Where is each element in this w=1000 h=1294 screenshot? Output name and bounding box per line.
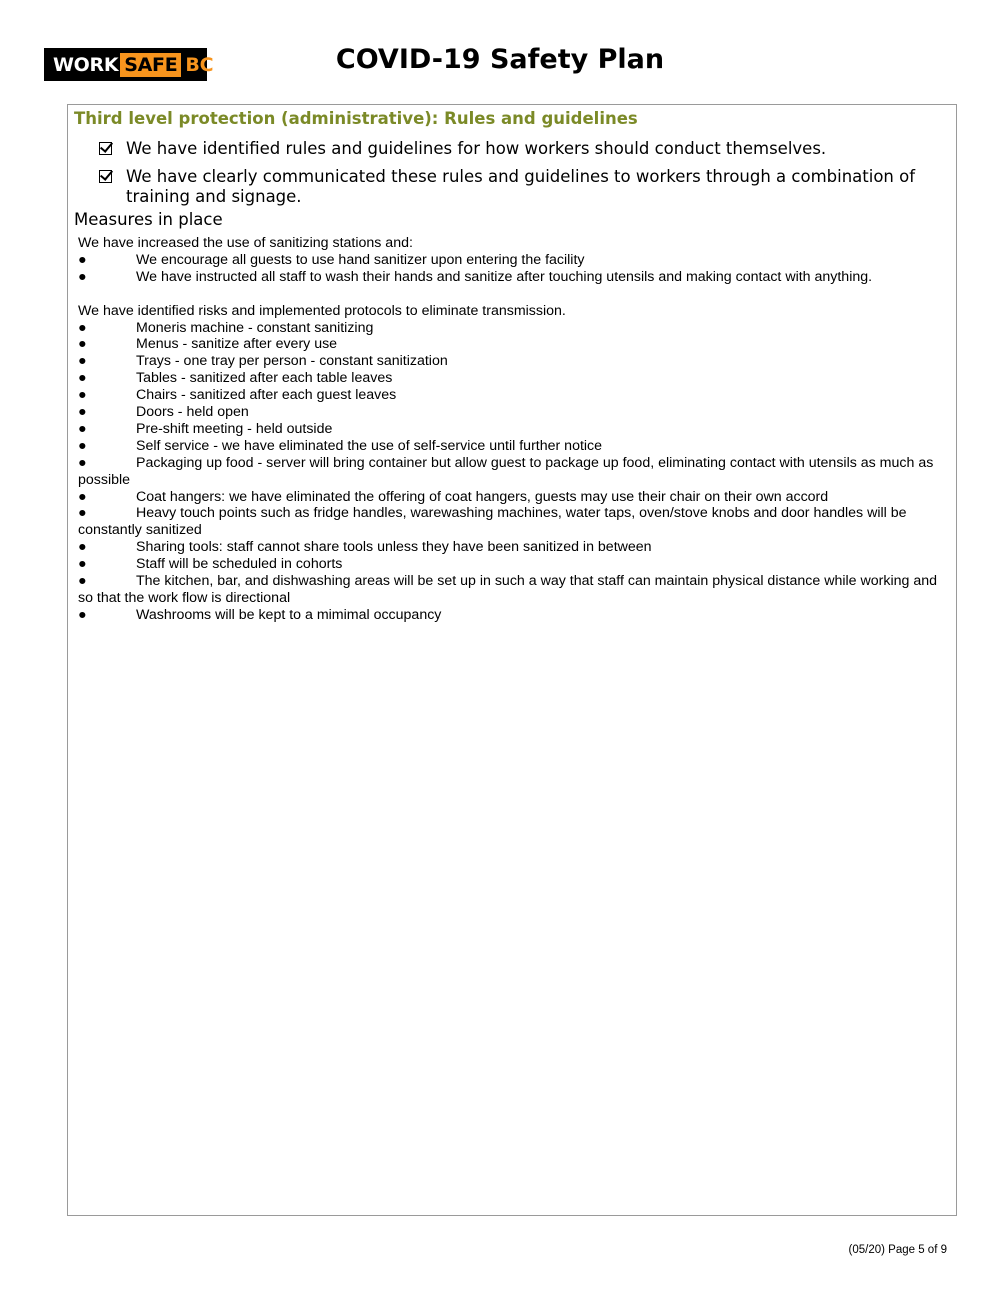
- page-title: COVID-19 Safety Plan: [335, 44, 665, 75]
- spacer: [78, 286, 948, 303]
- list-item: [78, 539, 948, 556]
- bullet-icon: ●: [78, 420, 87, 437]
- bullet-icon: ●: [78, 353, 87, 370]
- logo-work: WORK: [53, 53, 119, 76]
- bullet-icon: ●: [78, 505, 87, 522]
- list-item: [78, 269, 948, 286]
- list-item-text: Chairs - sanitized after each guest leaves: [136, 387, 397, 404]
- bullet-icon: ●: [78, 404, 87, 421]
- list-item-text: Staff will be scheduled in cohorts: [136, 556, 343, 573]
- measures-content: [78, 235, 948, 624]
- list-item-text: Menus - sanitize after every use: [136, 336, 338, 353]
- list-item: [78, 438, 948, 455]
- bullet-icon: ●: [78, 488, 87, 505]
- list-item-text: We encourage all guests to use hand sanitizer upon entering the facility: [136, 251, 585, 268]
- list-item-text: Self service - we have eliminated the use of self-service until further notice: [136, 437, 603, 454]
- list-item: [78, 455, 948, 489]
- bullet-icon: ●: [78, 454, 87, 471]
- list-item-text: Heavy touch points such as fridge handles, warewashing machines, water taps, oven/stove knobs and door handles will be constantly sanitized: [78, 505, 907, 539]
- bullet-icon: ●: [78, 437, 87, 454]
- logo-safe: SAFE: [120, 53, 181, 77]
- bullet-icon: ●: [78, 539, 87, 556]
- list-item: [78, 421, 948, 438]
- list-item: [78, 387, 948, 404]
- list-item: [78, 320, 948, 337]
- checkbox-checked-icon: [99, 170, 112, 183]
- bullet-icon: ●: [78, 573, 87, 590]
- list-item-text: Doors - held open: [136, 404, 249, 421]
- bullet-list: [78, 252, 948, 286]
- list-item: [78, 607, 948, 624]
- bullet-icon: ●: [78, 370, 87, 387]
- logo-bc: BC: [185, 53, 214, 76]
- checklist-item: [99, 139, 929, 159]
- bullet-icon: ●: [78, 387, 87, 404]
- section-heading: Third level protection (administrative): Rules and guidelines: [74, 109, 638, 128]
- list-item: [78, 353, 948, 370]
- bullet-icon: ●: [78, 268, 87, 285]
- list-item-text: Coat hangers: we have eliminated the offering of coat hangers, guests may use their chair on their own accord: [136, 488, 829, 505]
- list-item-text: The kitchen, bar, and dishwashing areas will be set up in such a way that staff can maintain physical distance while working and so that the work flow is directional: [78, 573, 937, 607]
- bullet-icon: ●: [78, 251, 87, 268]
- checklist-item-text: We have identified rules and guidelines for how workers should conduct themselves.: [126, 139, 827, 158]
- list-item-text: Sharing tools: staff cannot share tools unless they have been sanitized in between: [136, 539, 652, 556]
- list-item-text: Pre-shift meeting - held outside: [136, 420, 333, 437]
- list-item: [78, 489, 948, 506]
- bullet-icon: ●: [78, 319, 87, 336]
- bullet-icon: ●: [78, 606, 87, 623]
- list-item-text: Moneris machine - constant sanitizing: [136, 319, 374, 336]
- bullet-icon: ●: [78, 336, 87, 353]
- list-item-text: We have instructed all staff to wash their hands and sanitize after touching utensils and making contact with anything.: [136, 268, 873, 285]
- bullet-list: [78, 320, 948, 624]
- list-item: [78, 252, 948, 269]
- checklist-item: [99, 167, 929, 207]
- page-footer: (05/20) Page 5 of 9: [848, 1244, 947, 1256]
- bullet-icon: ●: [78, 556, 87, 573]
- measures-label: Measures in place: [74, 210, 223, 229]
- list-item: [78, 573, 948, 607]
- list-item-text: Tables - sanitized after each table leaves: [136, 370, 393, 387]
- checklist-item-text: We have clearly communicated these rules and guidelines to workers through a combination of training and signage.: [126, 167, 916, 206]
- list-item-text: Washrooms will be kept to a mimimal occupancy: [136, 606, 442, 623]
- checkbox-checked-icon: [99, 142, 112, 155]
- list-item: [78, 404, 948, 421]
- list-item: [78, 556, 948, 573]
- intro-text: We have increased the use of sanitizing stations and:: [78, 235, 413, 251]
- list-item: [78, 370, 948, 387]
- list-item: [78, 505, 948, 539]
- list-item-text: Packaging up food - server will bring container but allow guest to package up food, eliminating contact with utensils as much as possible: [78, 454, 934, 488]
- list-item-text: Trays - one tray per person - constant sanitization: [136, 353, 448, 370]
- list-item: [78, 336, 948, 353]
- intro-text: We have identified risks and implemented protocols to eliminate transmission.: [78, 302, 566, 319]
